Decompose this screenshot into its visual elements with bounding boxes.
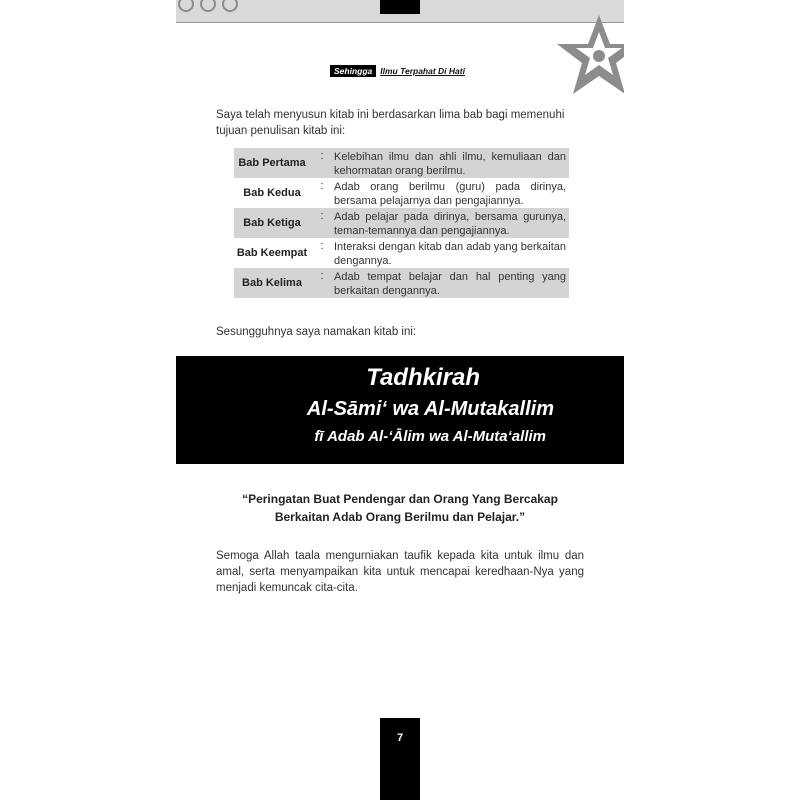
- chapter-description: Adab tempat belajar dan hal penting yang berkaitan dengannya.: [334, 271, 566, 297]
- header-title: Ilmu Terpahat Di Hati: [380, 66, 465, 76]
- table-row: [234, 148, 569, 178]
- chapter-label: Bab Kedua: [243, 187, 301, 199]
- book-page: [176, 0, 624, 800]
- title-banner: [176, 356, 624, 464]
- chapter-label: Bab Keempat: [236, 247, 308, 259]
- top-tab: [380, 0, 420, 14]
- quote-line-2: Berkaitan Adab Orang Berilmu dan Pelajar.”: [274, 510, 526, 524]
- chapter-label: Bab Pertama: [238, 157, 306, 169]
- chapter-colon: :: [320, 270, 324, 282]
- intro-paragraph: Saya telah menyusun kitab ini berdasarkan lima bab bagi memenuhi tujuan penulisan kitab ini:: [216, 109, 565, 137]
- chapter-description: Interaksi dengan kitab dan adab yang berkaitan dengannya.: [334, 241, 566, 267]
- book-title-line-3: fī Adab Al-‘Ālim wa Al-Muta‘allim: [314, 428, 546, 445]
- chapter-label: Bab Ketiga: [243, 217, 301, 229]
- chapter-label: Bab Kelima: [242, 277, 302, 289]
- chapter-description: Adab pelajar pada dirinya, bersama gurunya, teman-temannya dan pengajiannya.: [334, 211, 566, 237]
- table-row: [234, 208, 569, 238]
- chapter-description: Adab orang berilmu (guru) pada dirinya, bersama pelajarnya dan pengajiannya.: [334, 181, 566, 207]
- book-title-line-1: Tadhkirah: [366, 364, 480, 391]
- chapter-table: [234, 148, 569, 298]
- ornament-top-left: [176, 0, 246, 14]
- page-number-tab: [380, 718, 420, 800]
- header-dark-label: Sehingga: [330, 65, 376, 77]
- chapter-colon: :: [320, 150, 324, 162]
- book-title-line-2: Al-Sāmi‘ wa Al-Mutakallim: [306, 398, 554, 420]
- chapter-colon: :: [320, 210, 324, 222]
- naming-paragraph: Sesungguhnya saya namakan kitab ini:: [216, 326, 417, 338]
- title-translation-quote: [216, 490, 584, 526]
- page-number: 7: [396, 732, 404, 744]
- table-row: [234, 268, 569, 298]
- quote-line-1: “Peringatan Buat Pendengar dan Orang Yang Bercakap: [242, 492, 558, 506]
- closing-paragraph: Semoga Allah taala mengurniakan taufik kepada kita untuk ilmu dan amal, serta menyampaikan kita untuk mencapai keredhaan-Nya yang menjadi kemuncak cita-cita.: [216, 550, 584, 594]
- chapter-description: Kelebihan ilmu dan ahli ilmu, kemuliaan dan kehormatan orang berilmu.: [334, 151, 566, 177]
- chapter-colon: :: [320, 240, 324, 252]
- running-header: [330, 64, 469, 78]
- table-row: [234, 178, 569, 208]
- chapter-colon: :: [320, 180, 324, 192]
- ornament-corner-icon: [544, 10, 624, 120]
- table-row: [234, 238, 569, 268]
